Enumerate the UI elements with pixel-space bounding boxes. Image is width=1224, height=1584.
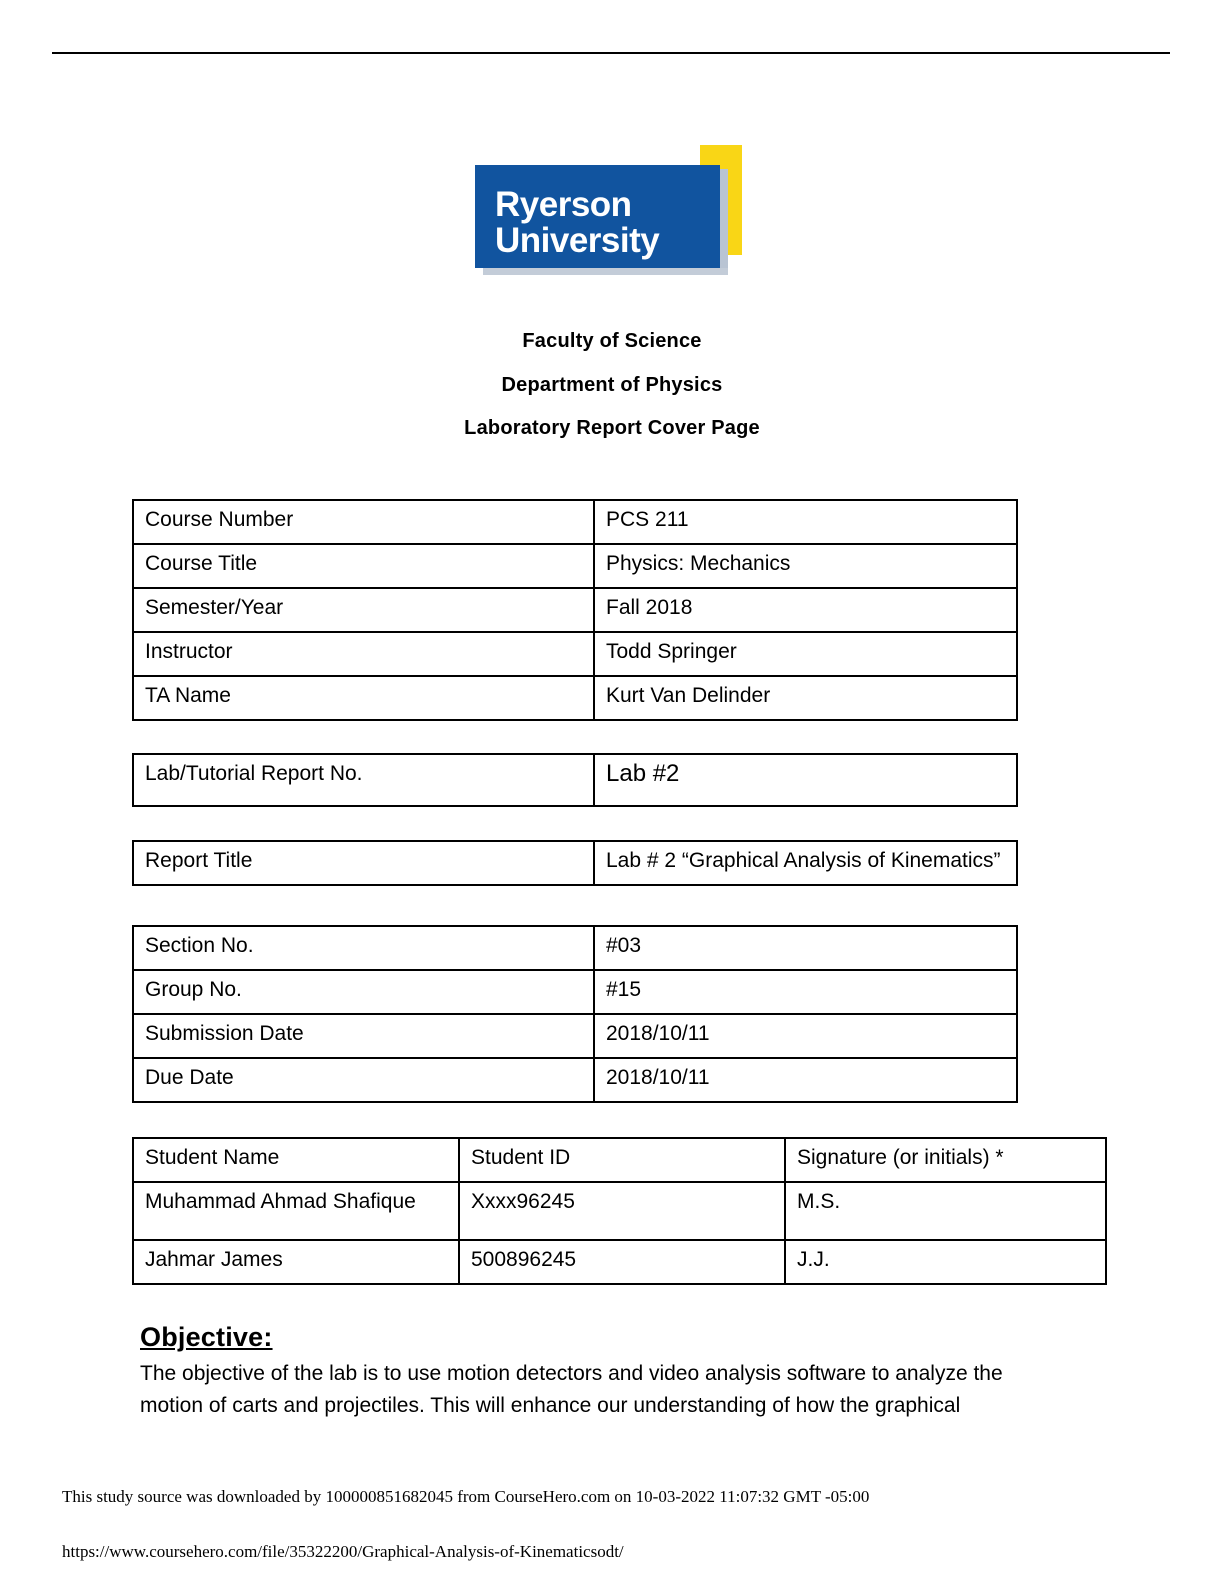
objective-body-text: The objective of the lab is to use motion detectors and video analysis software to analyze the motion of carts and projectiles. This will enhance our understanding of how the graphical [140, 1362, 1003, 1417]
table-row [133, 500, 1017, 544]
signature-value: M.S. [785, 1182, 1106, 1240]
table-row [133, 841, 1017, 885]
table-row [133, 544, 1017, 588]
instructor-value: Todd Springer [594, 632, 1017, 676]
table-row [133, 1058, 1017, 1102]
section-no-label: Section No. [133, 926, 594, 970]
ta-name-value: Kurt Van Delinder [594, 676, 1017, 720]
lab-report-no-value: Lab #2 [594, 754, 1017, 806]
ta-name-label: TA Name [133, 676, 594, 720]
student-id-value: 500896245 [459, 1240, 785, 1284]
heading-department: Department of Physics [501, 374, 723, 396]
lab-report-no-label: Lab/Tutorial Report No. [133, 754, 594, 806]
course-title-value: Physics: Mechanics [594, 544, 1017, 588]
logo-right-shadow [720, 169, 728, 272]
logo-bottom-shadow [483, 268, 728, 275]
objective-heading: Objective: [140, 1322, 273, 1352]
table-row [133, 1182, 1106, 1240]
course-number-label: Course Number [133, 500, 594, 544]
section-no-value: #03 [594, 926, 1017, 970]
section-info-table [132, 925, 1018, 1103]
table-row [133, 1014, 1017, 1058]
student-id-header: Student ID [459, 1138, 785, 1182]
signature-value: J.J. [785, 1240, 1106, 1284]
ryerson-university-logo [475, 145, 745, 273]
logo-line-2: University [495, 221, 660, 260]
report-title-table [132, 840, 1018, 886]
due-date-value: 2018/10/11 [594, 1058, 1017, 1102]
table-row [133, 1240, 1106, 1284]
table-row [133, 588, 1017, 632]
table-header-row [133, 1138, 1106, 1182]
source-url: https://www.coursehero.com/file/35322200/Graphical-Analysis-of-Kinematicsodt/ [62, 1542, 624, 1561]
course-number-value: PCS 211 [594, 500, 1017, 544]
logo-blue-block [475, 165, 720, 268]
lab-report-number-table [132, 753, 1018, 807]
submission-date-value: 2018/10/11 [594, 1014, 1017, 1058]
report-title-label: Report Title [133, 841, 594, 885]
course-info-table [132, 499, 1018, 721]
student-name-value: Jahmar James [133, 1240, 459, 1284]
group-no-value: #15 [594, 970, 1017, 1014]
table-row [133, 632, 1017, 676]
table-row [133, 676, 1017, 720]
report-title-value: Lab # 2 “Graphical Analysis of Kinematics” [594, 841, 1017, 885]
group-no-label: Group No. [133, 970, 594, 1014]
instructor-label: Instructor [133, 632, 594, 676]
due-date-label: Due Date [133, 1058, 594, 1102]
submission-date-label: Submission Date [133, 1014, 594, 1058]
download-notice: This study source was downloaded by 100000851682045 from CourseHero.com on 10-03-2022 11:07:32 GMT -05:00 [62, 1487, 870, 1506]
student-id-value: Xxxx96245 [459, 1182, 785, 1240]
header-divider-rule [52, 52, 1170, 54]
signature-header: Signature (or initials) * [785, 1138, 1106, 1182]
logo-line-1: Ryerson [495, 185, 632, 224]
table-row [133, 926, 1017, 970]
heading-faculty: Faculty of Science [522, 330, 702, 352]
student-name-value: Muhammad Ahmad Shafique [133, 1182, 459, 1240]
table-row [133, 970, 1017, 1014]
logo-wordmark [495, 187, 720, 259]
heading-cover-page: Laboratory Report Cover Page [464, 417, 760, 439]
course-title-label: Course Title [133, 544, 594, 588]
students-table [132, 1137, 1107, 1285]
semester-year-label: Semester/Year [133, 588, 594, 632]
student-name-header: Student Name [133, 1138, 459, 1182]
semester-year-value: Fall 2018 [594, 588, 1017, 632]
table-row [133, 754, 1017, 806]
